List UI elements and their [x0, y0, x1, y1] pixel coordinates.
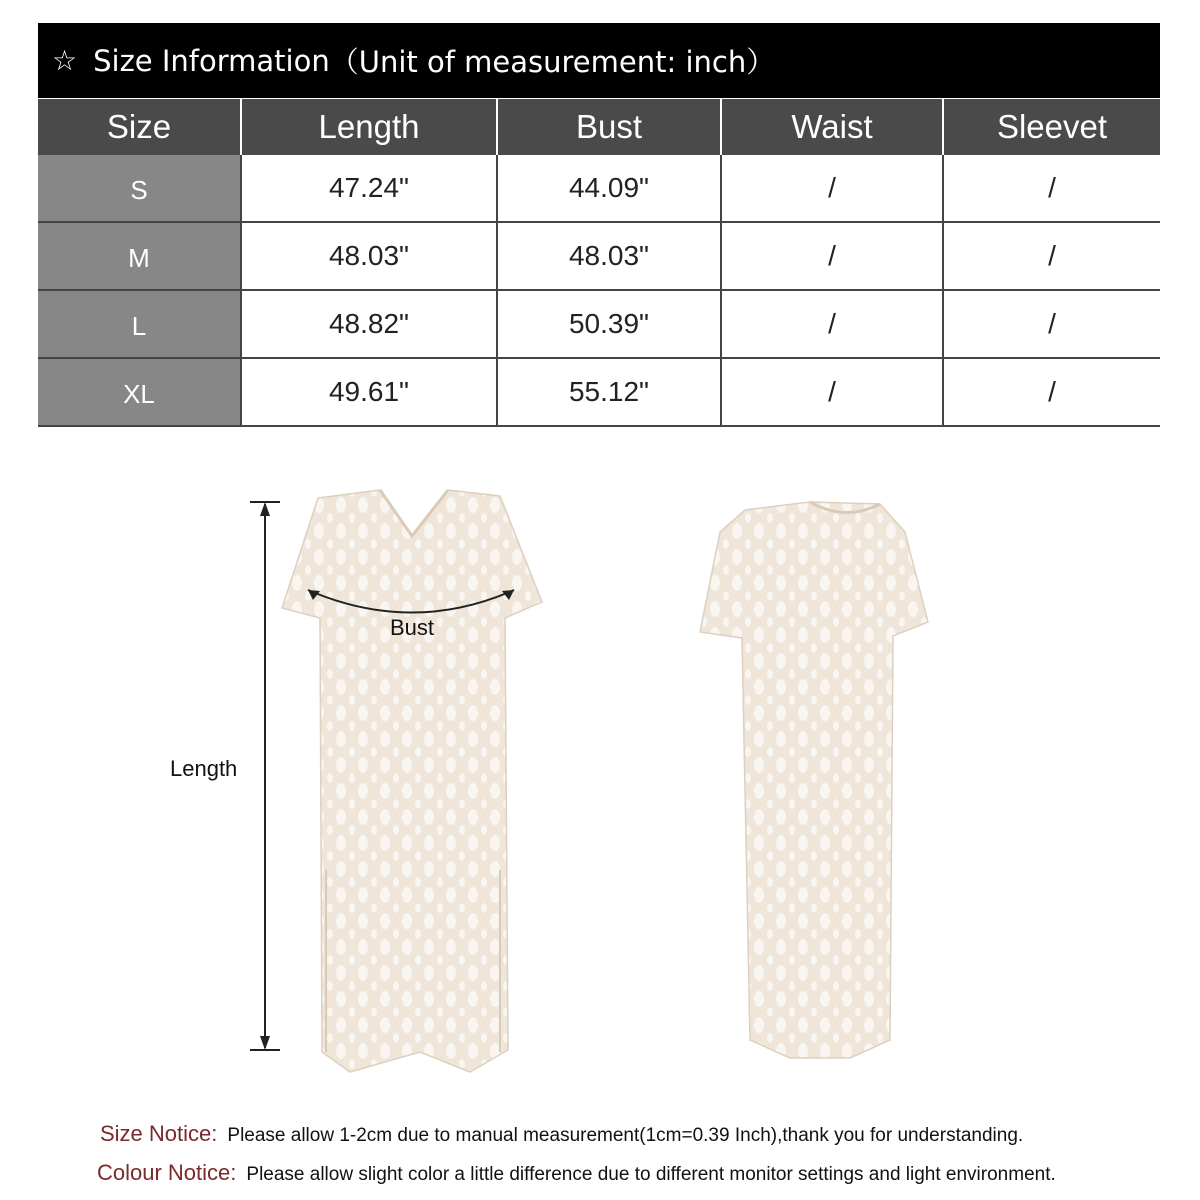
bust-cell: 44.09"	[497, 155, 721, 222]
length-measure-line	[250, 502, 280, 1050]
table-row	[38, 222, 1160, 290]
size-notice-text: Please allow 1-2cm due to manual measurement(1cm=0.39 Inch),thank you for understanding.	[227, 1125, 1024, 1146]
length-cell: 47.24"	[241, 155, 497, 222]
waist-cell: /	[721, 222, 943, 290]
column-header-sleeve: Sleevet	[943, 99, 1160, 155]
table-header-row	[38, 99, 1160, 155]
waist-cell: /	[721, 155, 943, 222]
size-cell: S	[38, 155, 241, 222]
star-icon: ☆	[52, 44, 78, 77]
column-header-waist: Waist	[721, 99, 943, 155]
size-cell: L	[38, 290, 241, 358]
column-header-bust: Bust	[497, 99, 721, 155]
colour-notice-label: Colour Notice:	[97, 1160, 237, 1185]
size-table	[38, 99, 1160, 427]
bust-label: Bust	[390, 615, 435, 640]
table-row	[38, 358, 1160, 426]
column-header-length: Length	[241, 99, 497, 155]
waist-cell: /	[721, 358, 943, 426]
length-label: Length	[170, 756, 238, 781]
sleeve-cell: /	[943, 155, 1160, 222]
sleeve-cell: /	[943, 358, 1160, 426]
garment-front	[282, 490, 542, 1072]
size-cell: M	[38, 222, 241, 290]
garment-back	[700, 502, 928, 1058]
size-notice	[0, 1121, 1200, 1147]
size-info-title-bar	[38, 23, 1160, 98]
sleeve-cell: /	[943, 290, 1160, 358]
length-cell: 48.82"	[241, 290, 497, 358]
bust-cell: 55.12"	[497, 358, 721, 426]
sleeve-cell: /	[943, 222, 1160, 290]
garment-figures	[0, 440, 1200, 1100]
bust-cell: 50.39"	[497, 290, 721, 358]
table-row	[38, 155, 1160, 222]
size-info-title: Size Information	[93, 43, 330, 78]
size-notice-label: Size Notice:	[100, 1121, 218, 1146]
column-header-size: Size	[38, 99, 241, 155]
waist-cell: /	[721, 290, 943, 358]
table-row	[38, 290, 1160, 358]
colour-notice-text: Please allow slight color a little difference due to different monitor settings and light environment.	[246, 1164, 1056, 1185]
size-cell: XL	[38, 358, 241, 426]
length-cell: 48.03"	[241, 222, 497, 290]
colour-notice	[0, 1160, 1200, 1186]
length-cell: 49.61"	[241, 358, 497, 426]
unit-note: （Unit of measurement: inch）	[329, 45, 776, 79]
bust-cell: 48.03"	[497, 222, 721, 290]
